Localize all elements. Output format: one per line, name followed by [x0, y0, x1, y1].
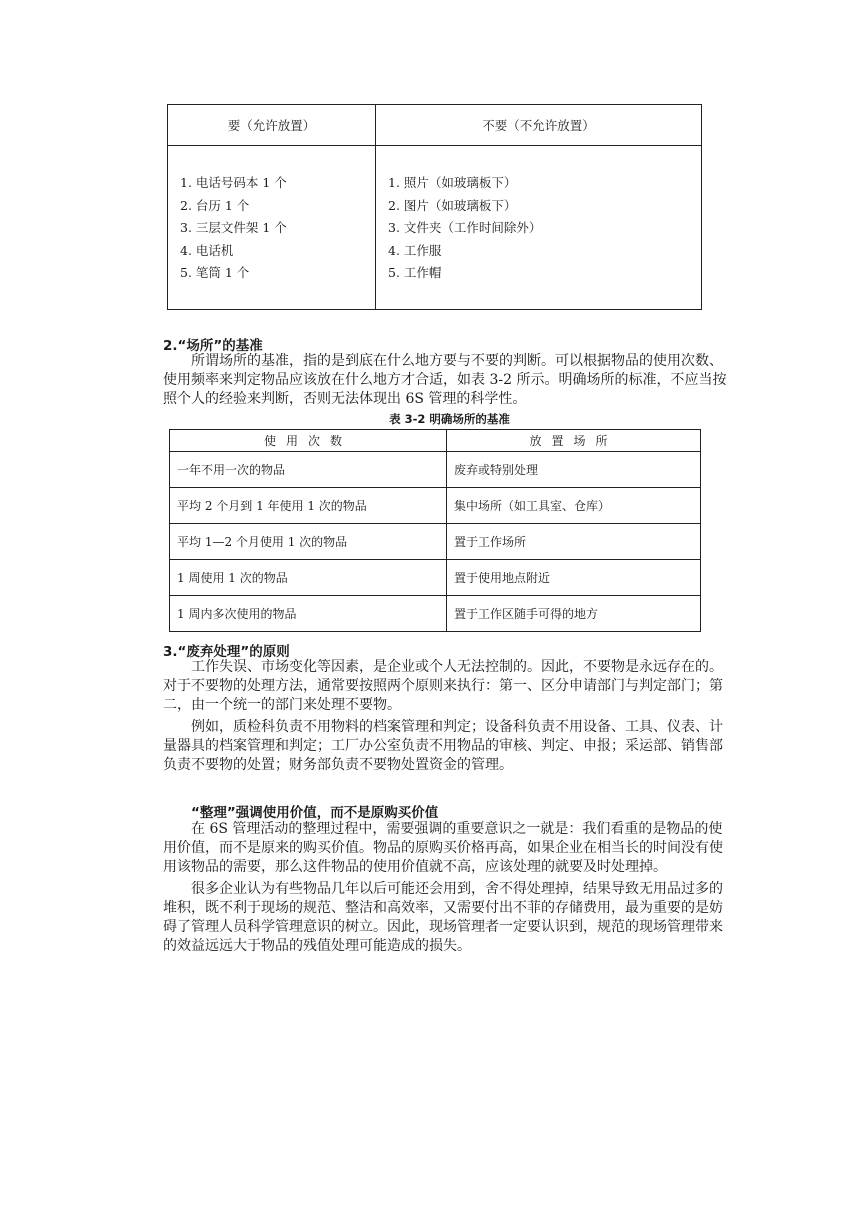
section2-heading: 2.“场所”的基准 — [163, 338, 263, 354]
table-cell: 平均 2 个月到 1 年使用 1 次的物品 — [170, 488, 447, 524]
table-row — [170, 560, 701, 596]
table-cell: 置于工作区随手可得的地方 — [447, 596, 701, 632]
section3-paragraph-2: 例如，质检科负责不用物料的档案管理和判定；设备科负责不用设备、工具、仪表、计量器具的档案管理和判定；工厂办公室负责不用物品的审核、判定、申报；采运部、销售部负责不要物的处置；财务部负责不要物处置资金的管理。 — [163, 719, 723, 773]
table1-discard-cell — [376, 146, 702, 310]
table-row — [170, 524, 701, 560]
list-item: 4. 电话机 — [180, 242, 234, 258]
table1-keep-cell — [168, 146, 376, 310]
table-row — [170, 596, 701, 632]
table-row — [170, 488, 701, 524]
section2-paragraph: 所谓场所的基准，指的是到底在什么地方要与不要的判断。可以根据物品的使用次数、使用频率来判定物品应该放在什么地方才合适，如表 3-2 所示。明确场所的标准，不应当按照个人的经验来判断，否则无法体现出 6S 管理的科学性。 — [163, 353, 727, 407]
section4-paragraph-1: 在 6S 管理活动的整理过程中，需要强调的重要意识之一就是：我们看重的是物品的使用价值，而不是原来的购买价值。物品的原购买价格再高，如果企业在相当长的时间没有使用该物品的需要，那么这件物品的使用价值就不高，应该处理的就要及时处理掉。 — [163, 821, 723, 875]
table-row — [170, 452, 701, 488]
table1-header-keep: 要（允许放置） — [168, 105, 376, 146]
table1-header-discard: 不要（不允许放置） — [376, 105, 702, 146]
table-cell: 1 周内多次使用的物品 — [170, 596, 447, 632]
section4-heading: “整理”强调使用价值，而不是原购买价值 — [191, 805, 439, 821]
table2-header-location: 放置场所 — [447, 430, 701, 452]
section3-paragraph-1: 工作失误、市场变化等因素，是企业或个人无法控制的。因此，不要物是永远存在的。对于不要物的处理方法，通常要按照两个原则来执行：第一、区分申请部门与判定部门；第二，由一个统一的部门来处理不要物。 — [163, 659, 723, 713]
list-item: 2. 台历 1 个 — [180, 197, 250, 213]
list-item: 3. 文件夹（工作时间除外） — [388, 220, 542, 235]
table2-header-frequency: 使用次数 — [170, 430, 447, 452]
table2-caption: 表 3-2 明确场所的基准 — [389, 412, 510, 426]
table-cell: 平均 1—2 个月使用 1 次的物品 — [170, 524, 447, 560]
table-cell: 置于使用地点附近 — [447, 560, 701, 596]
keep-discard-table — [167, 104, 702, 310]
location-criteria-table — [169, 429, 701, 632]
list-item: 2. 图片（如玻璃板下） — [388, 197, 517, 213]
section4-paragraph-2: 很多企业认为有些物品几年以后可能还会用到，舍不得处理掉，结果导致无用品过多的堆积，既不利于现场的规范、整洁和高效率，又需要付出不菲的存储费用，最为重要的是妨碍了管理人员科学管理意识的树立。因此，现场管理者一定要认识到，规范的现场管理带来的效益远远大于物品的残值处理可能造成的损失。 — [163, 881, 723, 954]
table-cell: 废弃或特别处理 — [447, 452, 701, 488]
list-item: 3. 三层文件架 1 个 — [180, 220, 287, 235]
table-cell: 一年不用一次的物品 — [170, 452, 447, 488]
list-item: 1. 电话号码本 1 个 — [180, 175, 287, 190]
section3-heading: 3.“废弃处理”的原则 — [163, 644, 290, 660]
list-item: 5. 工作帽 — [388, 265, 442, 280]
list-item: 4. 工作服 — [388, 242, 442, 258]
table-cell: 置于工作场所 — [447, 524, 701, 560]
list-item: 1. 照片（如玻璃板下） — [388, 175, 517, 190]
list-item: 5. 笔筒 1 个 — [180, 265, 250, 280]
table-cell: 集中场所（如工具室、仓库） — [447, 488, 701, 524]
table-cell: 1 周使用 1 次的物品 — [170, 560, 447, 596]
